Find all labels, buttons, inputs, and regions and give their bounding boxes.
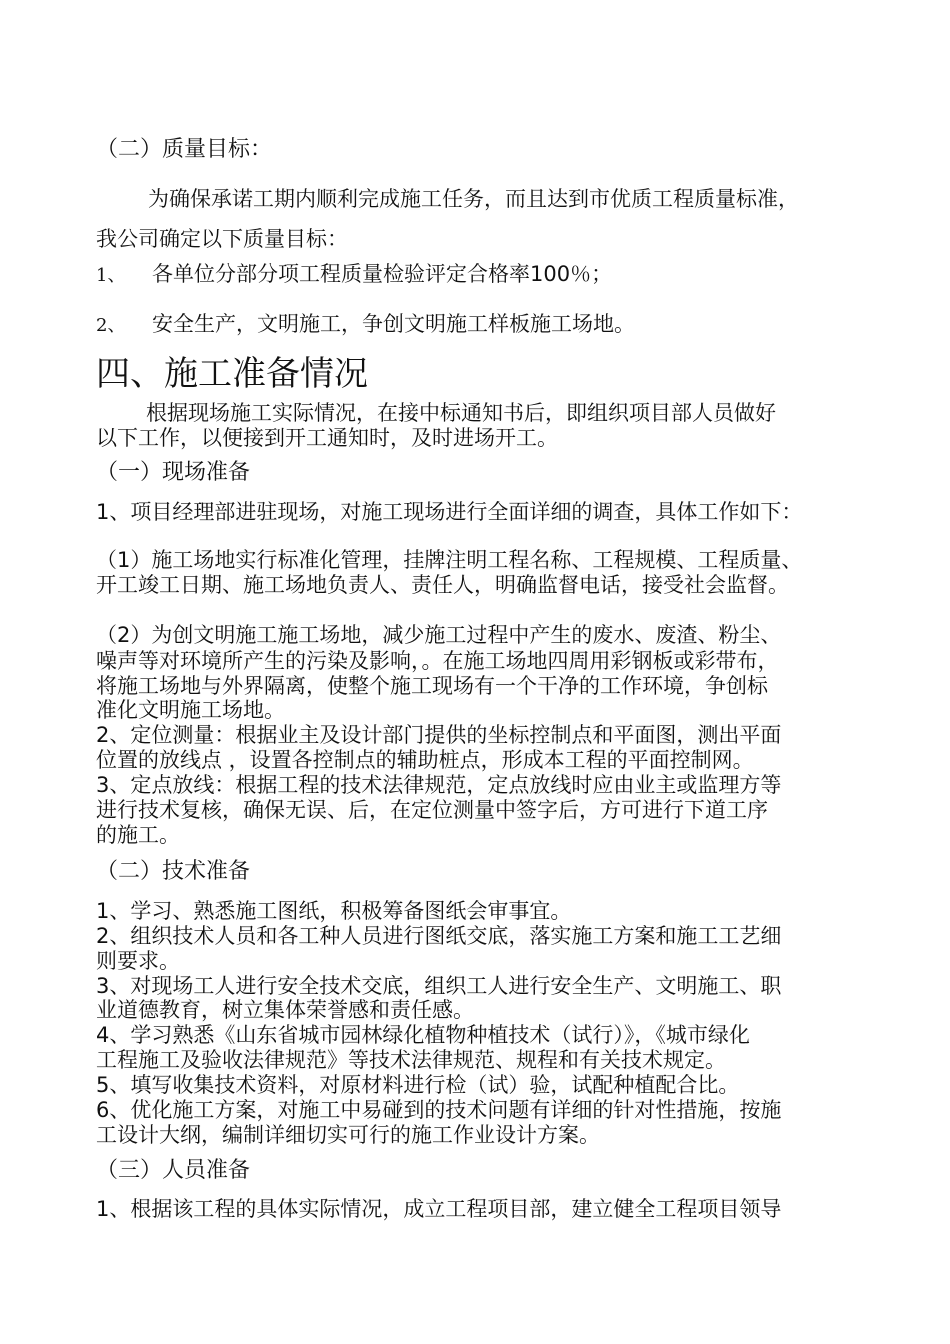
tech-prep-line: 工程施工及验收法律规范》等技术法律规范、规程和有关技术规定。	[96, 1048, 726, 1072]
tech-prep-line: 业道德教育，树立集体荣誉感和责任感。	[96, 998, 474, 1022]
tech-prep-line: 1、学习、熟悉施工图纸，积极筹备图纸会审事宜。	[96, 899, 572, 923]
site-prep-item-1: 1、项目经理部进驻现场，对施工现场进行全面详细的调查，具体工作如下：	[96, 500, 803, 524]
tech-prep-line: 则要求。	[96, 949, 180, 973]
site-prep-p2-line-3: 将施工场地与外界隔离，使整个施工现场有一个干净的工作环境，争创标	[96, 674, 768, 698]
site-prep-item-2-line-1: 2、定位测量：根据业主及设计部门提供的坐标控制点和平面图，测出平面	[96, 723, 782, 747]
chapter-intro-line-2: 以下工作，以便接到开工通知时，及时进场开工。	[96, 426, 558, 450]
site-prep-p1-line-1: （1）施工场地实行标准化管理，挂牌注明工程名称、工程规模、工程质量、	[96, 548, 803, 572]
tech-prep-line: 6、优化施工方案，对施工中易碰到的技术问题有详细的针对性措施，按施	[96, 1098, 782, 1122]
quality-item-1-text: 各单位分部分项工程质量检验评定合格率100％；	[152, 262, 613, 286]
quality-item-1	[96, 261, 612, 289]
staff-prep-line-1: 1、根据该工程的具体实际情况，成立工程项目部，建立健全工程项目领导	[96, 1197, 782, 1221]
quality-item-2-number: 2、	[96, 315, 126, 336]
chapter-title: 四、施工准备情况	[96, 354, 368, 394]
tech-prep-line: 5、填写收集技术资料，对原材料进行检（试）验，试配种植配合比。	[96, 1073, 740, 1097]
chapter-intro-line-1: 根据现场施工实际情况，在接中标通知书后，即组织项目部人员做好	[146, 401, 776, 425]
site-prep-p2-line-1: （2）为创文明施工施工场地，减少施工过程中产生的废水、废渣、粉尘、	[96, 623, 782, 647]
site-prep-item-3-line-3: 的施工。	[96, 823, 180, 847]
quality-item-2-text: 安全生产，文明施工，争创文明施工样板施工场地。	[152, 312, 635, 336]
quality-item-2	[96, 311, 635, 339]
site-prep-item-2-line-2: 位置的放线点 ，设置各控制点的辅助桩点，形成本工程的平面控制网。	[96, 748, 754, 772]
site-prep-heading: （一）现场准备	[96, 460, 251, 485]
tech-prep-line: 3、对现场工人进行安全技术交底，组织工人进行安全生产、文明施工、职	[96, 974, 782, 998]
site-prep-item-3-line-1: 3、定点放线：根据工程的技术法律规范，定点放线时应由业主或监理方等	[96, 773, 782, 797]
quality-heading: （二）质量目标：	[96, 137, 273, 162]
site-prep-p2-line-2: 噪声等对环境所产生的污染及影响，。在施工场地四周用彩钢板或彩带布，	[96, 649, 779, 673]
site-prep-p1-line-2: 开工竣工日期、施工场地负责人、责任人，明确监督电话，接受社会监督。	[96, 573, 789, 597]
staff-prep-heading: （三）人员准备	[96, 1158, 251, 1183]
tech-prep-heading: （二）技术准备	[96, 859, 251, 884]
quality-para-line-1: 为确保承诺工期内顺利完成施工任务，而且达到市优质工程质量标准，	[148, 187, 799, 211]
site-prep-p2-line-4: 准化文明施工场地。	[96, 698, 285, 722]
tech-prep-line: 2、组织技术人员和各工种人员进行图纸交底，落实施工方案和施工工艺细	[96, 924, 782, 948]
quality-para-line-2: 我公司确定以下质量目标：	[96, 227, 348, 251]
site-prep-item-3-line-2: 进行技术复核，确保无误、后，在定位测量中签字后，方可进行下道工序	[96, 798, 768, 822]
quality-item-1-number: 1、	[96, 265, 126, 286]
tech-prep-line: 工设计大纲，编制详细切实可行的施工作业设计方案。	[96, 1123, 600, 1147]
tech-prep-line: 4、学习熟悉《山东省城市园林绿化植物种植技术（试行）》，《城市绿化	[96, 1023, 750, 1047]
